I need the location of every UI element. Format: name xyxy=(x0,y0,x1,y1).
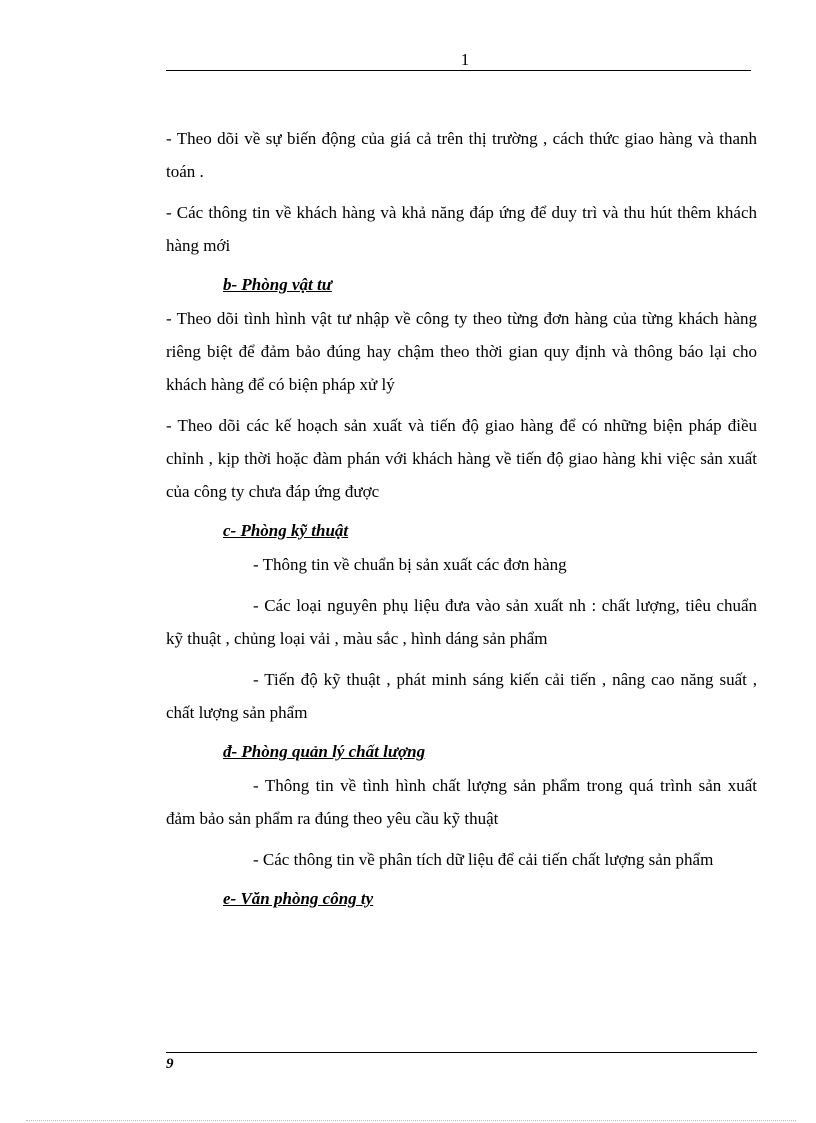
paragraph: - Thông tin về tình hình chất lượng sản phẩm trong quá trình sản xuất đảm bảo sản phẩm ra đúng theo yêu cầu kỹ thuật xyxy=(166,776,757,828)
paragraph: - Theo dõi về sự biến động của giá cả trên thị trường , cách thức giao hàng và thanh toán . xyxy=(166,129,757,181)
section-heading: đ- Phòng quản lý chất lượng xyxy=(223,742,426,761)
section-heading: b- Phòng vật tư xyxy=(223,275,332,294)
header-page-number: 1 xyxy=(460,50,470,69)
paragraph: - Các thông tin về khách hàng và khả năng đáp ứng để duy trì và thu hút thêm khách hàng mới xyxy=(166,203,757,255)
page-edge-dots xyxy=(26,1120,796,1121)
header-rule xyxy=(166,70,751,71)
section-heading: e- Văn phòng công ty xyxy=(223,889,374,908)
paragraph: - Các thông tin về phân tích dữ liệu để cải tiến chất lượng sản phẩm xyxy=(253,850,714,869)
paragraph: - Theo dõi tình hình vật tư nhập về công ty theo từng đơn hàng của từng khách hàng riêng biệt để đảm bảo đúng hay chậm theo thời gian quy định và thông báo lại cho khách hàng để có biện pháp xử lý xyxy=(166,309,757,394)
paragraph: - Các loại nguyên phụ liệu đưa vào sản xuất nh : chất lượng, tiêu chuẩn kỹ thuật , chủng loại vải , màu sắc , hình dáng sản phẩm xyxy=(166,596,757,648)
paragraph: - Tiến độ kỹ thuật , phát minh sáng kiến cải tiến , nâng cao năng suất , chất lượng sản phẩm xyxy=(166,670,757,722)
footer-rule xyxy=(166,1052,757,1053)
footer-page-number: 9 xyxy=(166,1056,174,1072)
section-heading: c- Phòng kỹ thuật xyxy=(223,521,349,540)
paragraph: - Thông tin về chuẩn bị sản xuất các đơn hàng xyxy=(253,555,567,574)
paragraph: - Theo dõi các kế hoạch sản xuất và tiến độ giao hàng để có những biện pháp điều chỉnh , kịp thời hoặc đàm phán với khách hàng về tiến độ giao hàng khi việc sản xuất của công ty chưa đáp ứng được xyxy=(166,416,757,501)
document-body xyxy=(166,122,757,916)
